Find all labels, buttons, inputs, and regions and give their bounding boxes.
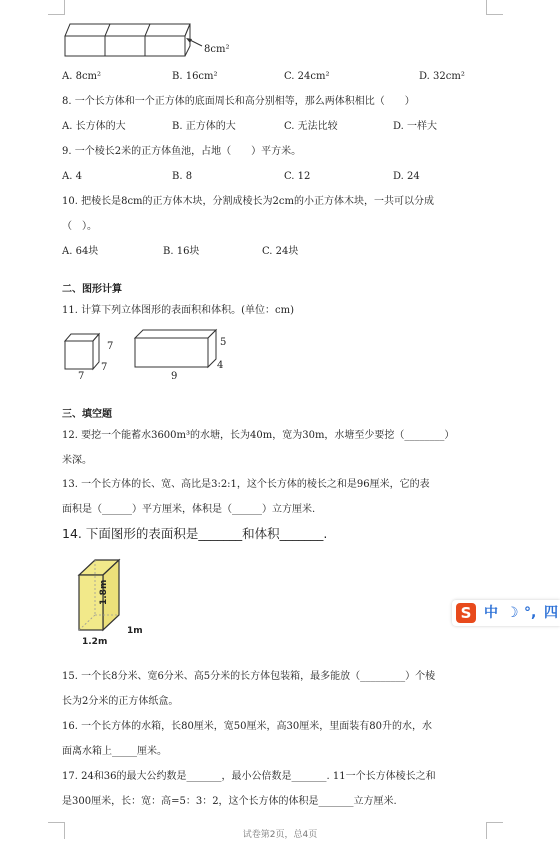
q9-option-a[interactable]: A. 4: [62, 171, 82, 182]
q7-cubes-figure: [60, 18, 220, 63]
q11-cuboid-height-label: 5: [220, 337, 227, 348]
q13-text-line2: 面积是（______）平方厘米，体积是（______）立方厘米.: [62, 504, 316, 515]
q10-text-line2: （ ）。: [62, 221, 97, 232]
q9-option-d[interactable]: D. 24: [393, 171, 420, 182]
ime-more-button[interactable]: 四: [544, 605, 558, 621]
ime-punctuation-button[interactable]: °,: [524, 605, 537, 621]
q8-option-b[interactable]: B. 正方体的大: [172, 121, 236, 132]
q14-text: 14. 下面图形的表面积是_______和体积_______.: [62, 526, 328, 541]
q10-text-line1: 10. 把棱长是8cm的正方体木块，分割成棱长为2cm的小正方体木块，一共可以分成: [62, 196, 434, 207]
q7-option-a[interactable]: A. 8cm²: [62, 71, 102, 82]
section-3-title: 三、填空题: [62, 409, 112, 420]
q7-figure-label: 8cm²: [204, 44, 230, 55]
ime-toolbar[interactable]: [452, 600, 560, 626]
q10-option-b[interactable]: B. 16块: [163, 246, 200, 257]
q11-cuboid-length-label: 9: [171, 371, 178, 382]
q15-text-line2: 长为2分米的正方体纸盒。: [62, 696, 179, 707]
q14-height-label: 1.8m: [99, 579, 109, 605]
q11-cuboid-figure: [134, 328, 227, 370]
section-2-title: 二、图形计算: [62, 284, 122, 295]
q14-depth-label: 1m: [127, 626, 143, 636]
q10-option-a[interactable]: A. 64块: [62, 246, 99, 257]
q8-option-a[interactable]: A. 长方体的大: [62, 121, 126, 132]
q7-option-c[interactable]: C. 24cm²: [284, 71, 330, 82]
ime-halfwidth-moon-icon[interactable]: ☽: [506, 605, 519, 621]
q11-cube-height-label: 7: [107, 341, 114, 352]
q8-text: 8. 一个长方体和一个正方体的底面周长和高分别相等，那么两体积相比（ ）: [62, 96, 415, 107]
corner-mark-top-left: [48, 0, 65, 15]
q14-prism-figure: [62, 553, 158, 647]
ime-chinese-mode-button[interactable]: 中: [484, 605, 498, 621]
q9-option-b[interactable]: B. 8: [172, 171, 193, 182]
q17-text-line2: 是300厘米，长：宽：高=5：3：2，这个长方体的体积是_______立方厘米.: [62, 796, 397, 807]
q16-text-line1: 16. 一个长方体的水箱，长80厘米，宽50厘米，高30厘米，里面装有80升的水，水: [62, 721, 432, 732]
corner-mark-top-right: [486, 0, 503, 15]
q14-width-label: 1.2m: [82, 637, 108, 647]
q12-text-line1: 12. 要挖一个能蓄水3600m³的水塘，长为40m，宽为30m，水塘至少要挖（________）: [62, 430, 455, 441]
q11-cube-figure: [64, 329, 104, 369]
q11-text: 11. 计算下列立体图形的表面积和体积。(单位：cm): [62, 305, 294, 316]
q16-text-line2: 面离水箱上_____厘米。: [62, 746, 167, 757]
q8-option-d[interactable]: D. 一样大: [393, 121, 438, 132]
q7-option-b[interactable]: B. 16cm²: [172, 71, 218, 82]
q17-text-line1: 17. 24和36的最大公约数是_______，最小公倍数是_______. 11一个长方体棱长之和: [62, 771, 436, 782]
q11-cube-width-label: 7: [78, 371, 85, 382]
q15-text-line1: 15. 一个长8分米、宽6分米、高5分米的长方体包装箱，最多能放（_________）个棱: [62, 671, 436, 682]
q13-text-line1: 13. 一个长方体的长、宽、高比是3:2:1，这个长方体的棱长之和是96厘米，它的表: [62, 479, 430, 490]
q11-cube-depth-label: 7: [101, 362, 108, 373]
q9-option-c[interactable]: C. 12: [284, 171, 311, 182]
q12-text-line2: 米深。: [62, 455, 92, 466]
q11-cuboid-depth-label: 4: [217, 360, 224, 371]
q9-text: 9. 一个棱长2米的正方体鱼池，占地（ ）平方米。: [62, 146, 302, 157]
sogou-logo-icon[interactable]: S: [456, 603, 476, 623]
q8-option-c[interactable]: C. 无法比较: [284, 121, 338, 132]
q7-option-d[interactable]: D. 32cm²: [419, 71, 465, 82]
page-footer: 试卷第2页，总4页: [242, 830, 318, 840]
q10-option-c[interactable]: C. 24块: [262, 246, 299, 257]
